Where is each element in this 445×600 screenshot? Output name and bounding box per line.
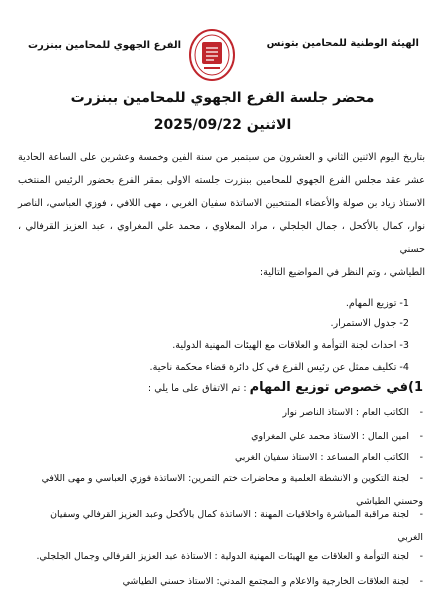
assignment-text: امين المال : الاستاذ محمد علي المغراوي xyxy=(251,431,409,442)
agenda-item: 3- احداث لجنة التوأمة و العلاقات مع الهيئات المهنية الدولية. xyxy=(172,340,409,351)
list-item: -الكاتب العام المساعد : الاستاذ سفيان الغربي xyxy=(234,452,423,463)
document-title: محضر جلسة الفرع الجهوي للمحامين ببنزرت xyxy=(70,90,375,106)
assignment-text: لجنة التكوين و الانشطة العلمية و محاضرات ختم التمرين: الاساتذة فوزي العباسي و مهى اللافي xyxy=(41,473,409,484)
list-item: -امين المال : الاستاذ محمد علي المغراوي xyxy=(251,431,423,442)
assignment-text-continued: وحسني الطياشي xyxy=(356,496,423,507)
intro-paragraph: بتاريخ اليوم الاثنين الثاني و العشرون من سبتمبر من سنة الفين وخمسة وعشرين على الساعة الحادية عشر عقد مجلس الفرع الجهوي للمحامين ببنزرت جلسته الاولى بمقر الفرع بحضور الرئيس المنتخب الاستاذ زياد بن صولة والأعضاء المنتخبين الاساتذة سفيان الغربي ، مهى اللافي ، فوزي العباسي، الناصر نوار، كمال بالأكحل ، جمال الجلجلي ، مراد المعلاوي ، محمد علي المغراوي ، عبد العزيز القرفالي ، حسني xyxy=(18,152,425,255)
list-item: -لجنة العلاقات الخارجية والاعلام و المجتمع المدني: الاستاذ حسني الطياشي xyxy=(122,576,423,587)
lawyers-seal-icon xyxy=(188,28,236,82)
section-title: 1)في خصوص توزيع المهام xyxy=(249,380,423,395)
assignment-text: لجنة التوأمة و العلاقات مع الهيئات المهنية الدولية : الاستاذة عبد العزيز القرفالي وجمال الجلجلي. xyxy=(36,551,409,562)
agenda-item: 4- تكليف ممثل عن رئيس الفرع في كل دائرة قضاء محكمة ناحية. xyxy=(149,362,409,373)
list-item: -لجنة التوأمة و العلاقات مع الهيئات المهنية الدولية : الاستاذة عبد العزيز القرفالي وجمال الجلجلي. xyxy=(36,551,423,562)
letterhead xyxy=(0,28,445,98)
agenda-item: 1- توزيع المهام. xyxy=(345,298,409,309)
agenda-item: 2- جدول الاستمرار. xyxy=(330,318,409,329)
organization-name: الهيئة الوطنية للمحامين بتونس xyxy=(266,38,419,49)
list-item: -لجنة التكوين و الانشطة العلمية و محاضرات ختم التمرين: الاساتذة فوزي العباسي و مهى اللافي وحسني الطياشي xyxy=(16,470,423,511)
section-text: : تم الاتفاق على ما يلي : xyxy=(147,383,250,394)
assignment-text: الكاتب العام المساعد : الاستاذ سفيان الغربي xyxy=(234,452,409,463)
list-item: -لجنة مراقبة المباشرة واخلاقيات المهنة : الاساتذة كمال بالأكحل وعبد العزيز القرفالي وسفيان الغربي xyxy=(16,506,423,547)
assignment-text: لجنة مراقبة المباشرة واخلاقيات المهنة : الاساتذة كمال بالأكحل وعبد العزيز القرفالي وسفيان xyxy=(50,509,409,520)
assignment-text: لجنة العلاقات الخارجية والاعلام و المجتمع المدني: الاستاذ حسني الطياشي xyxy=(122,576,409,587)
branch-name: الفرع الجهوي للمحامين ببنزرت xyxy=(28,40,182,51)
assignment-text-continued: الغربي xyxy=(397,532,423,543)
document-date: الاثنين 2025/09/22 xyxy=(153,117,292,133)
section-heading xyxy=(148,380,423,395)
assignment-text: الكاتب العام : الاستاذ الناصر نوار xyxy=(282,407,409,418)
intro-paragraph-end: الطياشي ، وتم النظر في المواضيع التالية: xyxy=(259,267,425,278)
list-item: -الكاتب العام : الاستاذ الناصر نوار xyxy=(282,407,423,418)
